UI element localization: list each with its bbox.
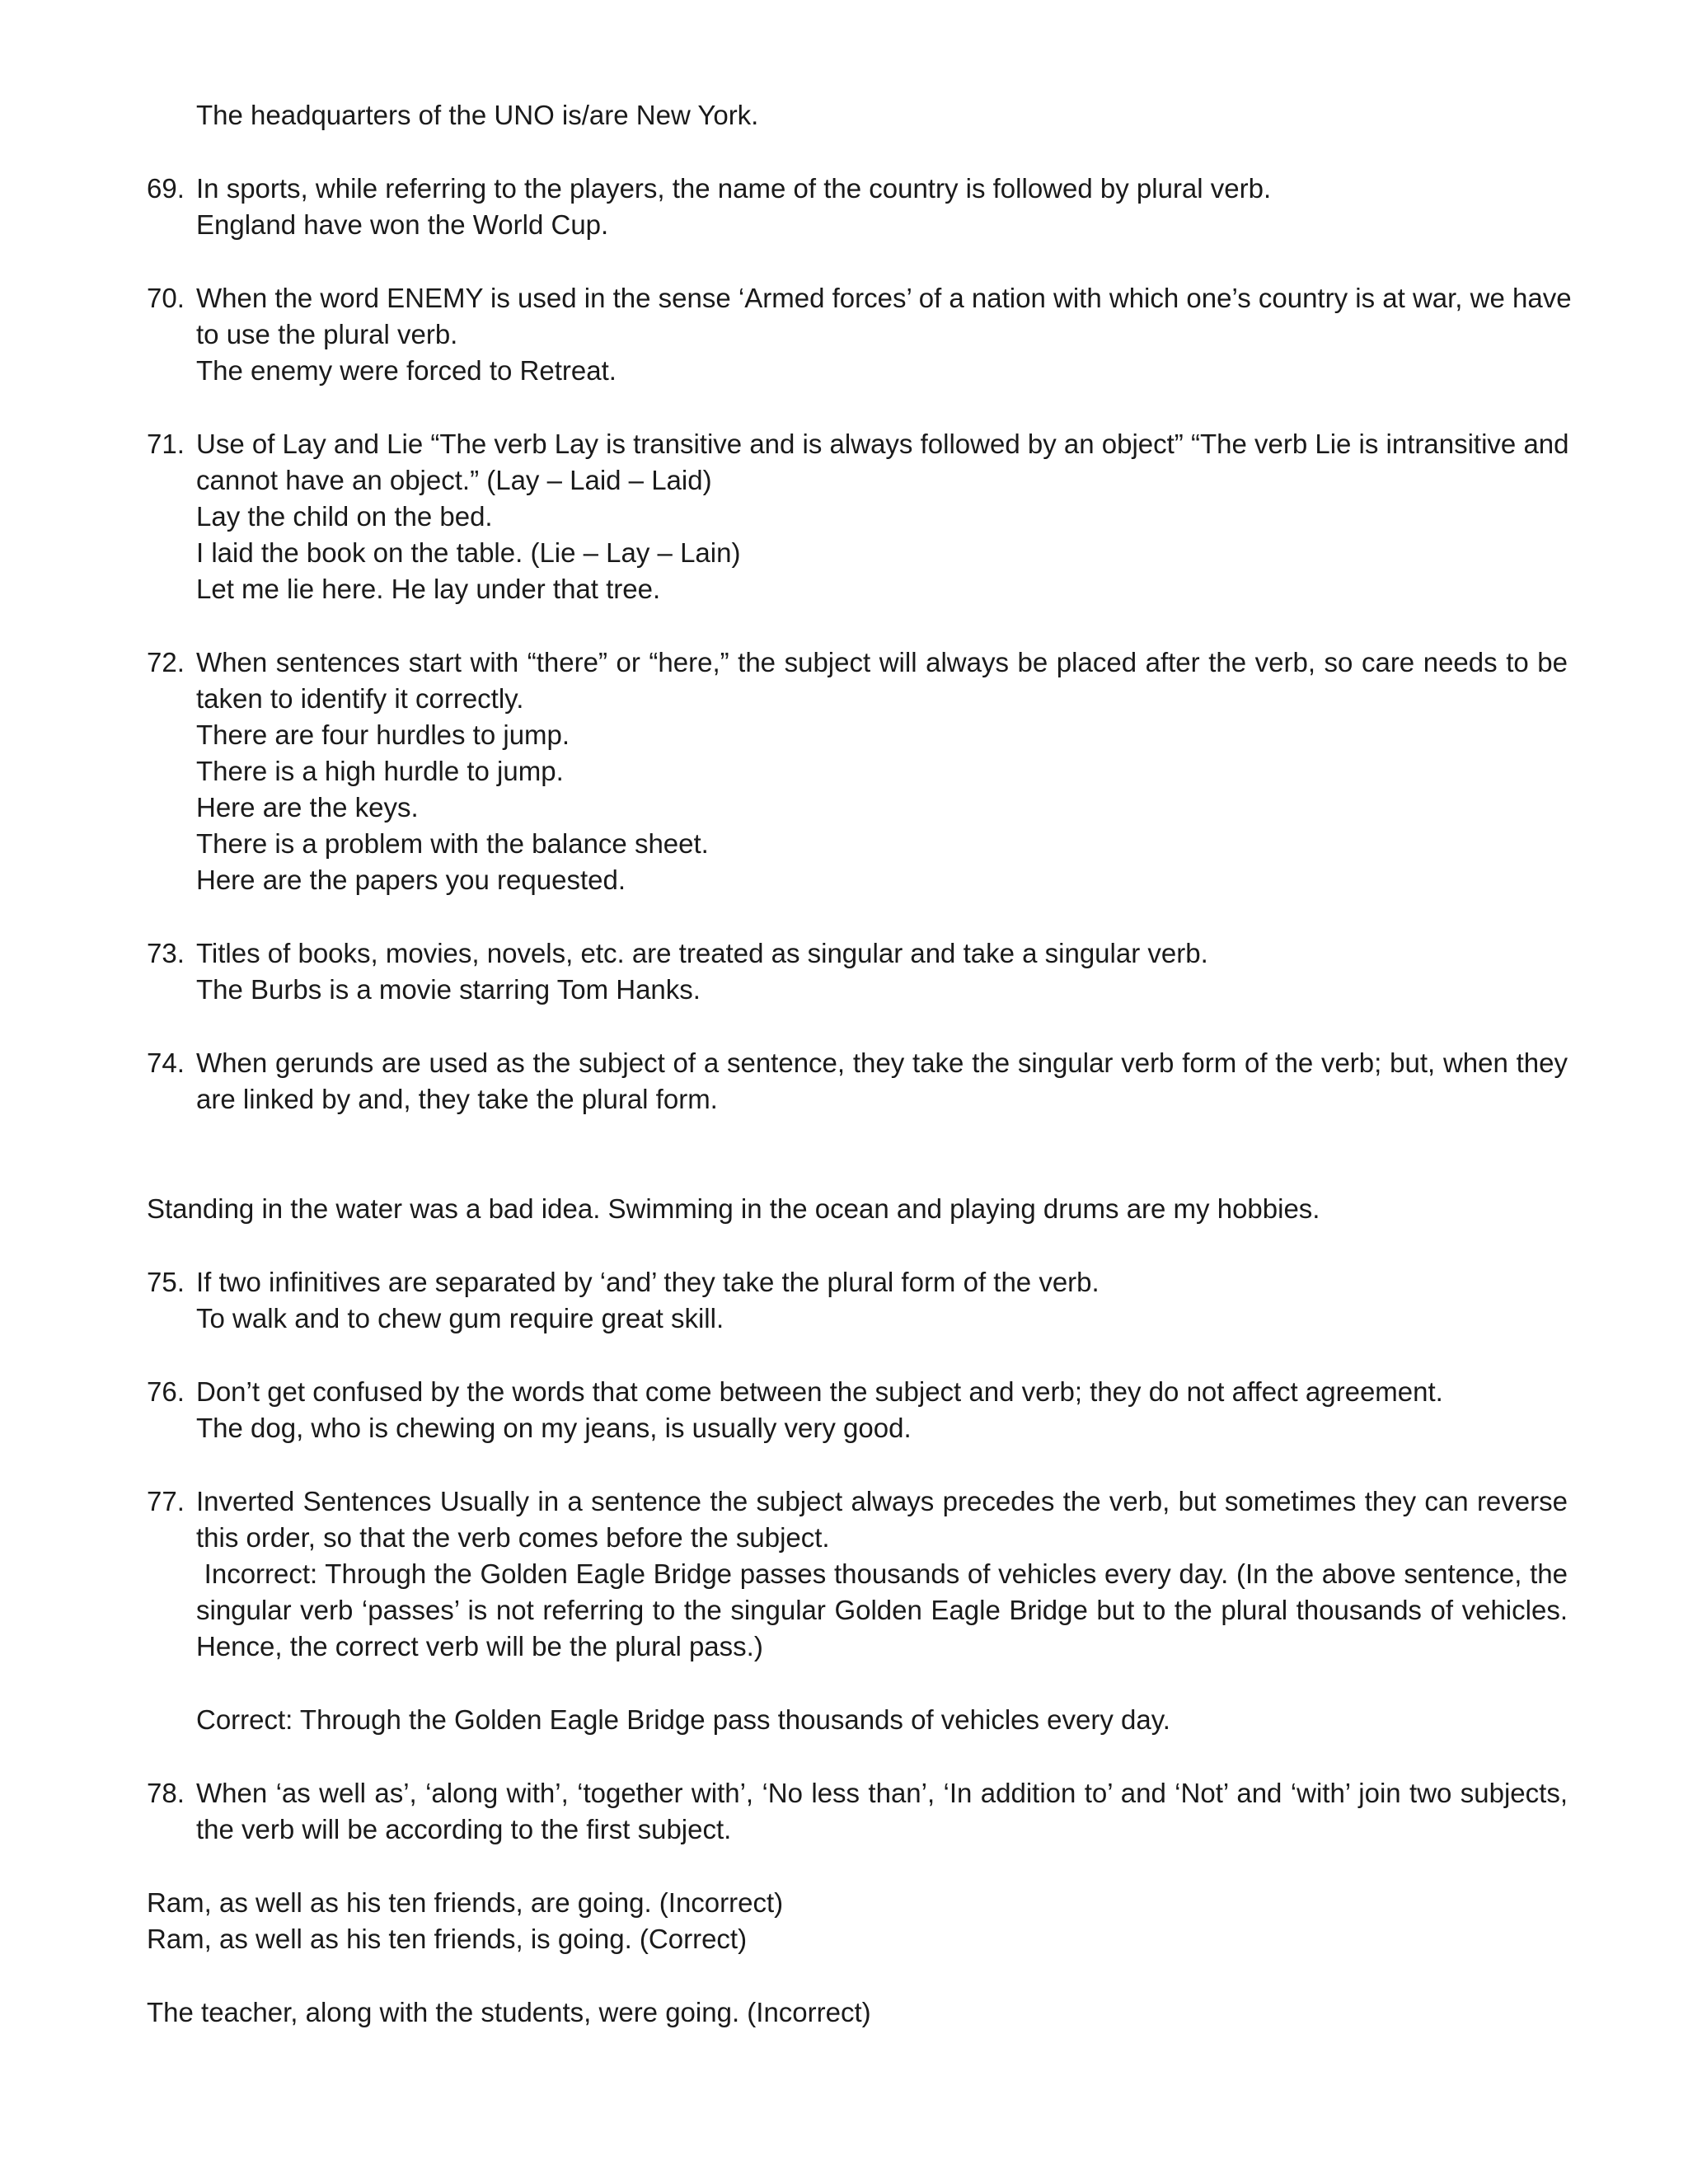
item-number: 73. xyxy=(147,938,185,968)
rule-text: In sports, while referring to the players, the name of the country is followed by plural verb. xyxy=(196,173,1272,204)
rule-text: taken to identify it correctly. xyxy=(196,683,524,714)
rule-text: When ‘as well as’, ‘along with’, ‘together with’, ‘No less than’, ‘In addition to’ and ‘Not’ and ‘with’ join two subjects, xyxy=(196,1778,1568,1808)
rule-text: If two infinitives are separated by ‘and’ they take the plural form of the verb. xyxy=(196,1267,1100,1297)
rule-text: cannot have an object.” (Lay – Laid – Laid) xyxy=(196,465,712,495)
example-text: Here are the papers you requested. xyxy=(196,865,626,895)
rule-text: this order, so that the verb comes before the subject. xyxy=(196,1522,830,1553)
example-text: To walk and to chew gum require great skill. xyxy=(196,1303,724,1333)
example-text: The teacher, along with the students, were going. (Incorrect) xyxy=(147,1997,871,2027)
item-number: 76. xyxy=(147,1376,185,1407)
rule-text: Titles of books, movies, novels, etc. are treated as singular and take a singular verb. xyxy=(196,938,1208,968)
item-number: 71. xyxy=(147,429,185,459)
example-text: The dog, who is chewing on my jeans, is usually very good. xyxy=(196,1413,912,1443)
rule-text: When the word ENEMY is used in the sense ‘Armed forces’ of a nation with which one’s country is at war, we have xyxy=(196,283,1572,313)
item-number: 74. xyxy=(147,1047,185,1078)
example-text: Ram, as well as his ten friends, are going. (Incorrect) xyxy=(147,1887,784,1918)
item-number: 70. xyxy=(147,283,185,313)
example-text: There is a high hurdle to jump. xyxy=(196,756,564,786)
example-text: Let me lie here. He lay under that tree. xyxy=(196,574,661,604)
rule-text: Inverted Sentences Usually in a sentence the subject always precedes the verb, but sometimes they can reverse xyxy=(196,1486,1568,1516)
rule-text: to use the plural verb. xyxy=(196,319,458,349)
rule-text: Don’t get confused by the words that come between the subject and verb; they do not affect agreement. xyxy=(196,1376,1443,1407)
example-text: Correct: Through the Golden Eagle Bridge pass thousands of vehicles every day. xyxy=(196,1704,1170,1735)
rule-text: the verb will be according to the first subject. xyxy=(196,1814,732,1844)
example-text: England have won the World Cup. xyxy=(196,209,609,240)
example-text: There are four hurdles to jump. xyxy=(196,719,570,750)
example-text: Lay the child on the bed. xyxy=(196,501,493,532)
example-text: Ram, as well as his ten friends, is going. (Correct) xyxy=(147,1924,748,1954)
rule-text: When sentences start with “there” or “here,” the subject will always be placed after the verb, so care needs to be xyxy=(196,647,1568,677)
example-text: The enemy were forced to Retreat. xyxy=(196,355,617,386)
example-text: Here are the keys. xyxy=(196,792,419,823)
rule-text: Use of Lay and Lie “The verb Lay is transitive and is always followed by an object” “The verb Lie is intransitive and xyxy=(196,429,1569,459)
rule-text: When gerunds are used as the subject of a sentence, they take the singular verb form of the verb; but, when they xyxy=(196,1047,1568,1078)
example-text: I laid the book on the table. (Lie – Lay – Lain) xyxy=(196,537,741,568)
example-text: The headquarters of the UNO is/are New York. xyxy=(196,100,759,130)
item-number: 69. xyxy=(147,173,185,204)
example-text: Standing in the water was a bad idea. Swimming in the ocean and playing drums are my hobbies. xyxy=(147,1193,1320,1224)
item-number: 72. xyxy=(147,647,185,677)
example-text: Hence, the correct verb will be the plural pass.) xyxy=(196,1631,763,1661)
item-number: 78. xyxy=(147,1778,185,1808)
item-number: 75. xyxy=(147,1267,185,1297)
item-number: 77. xyxy=(147,1486,185,1516)
example-text: The Burbs is a movie starring Tom Hanks. xyxy=(196,974,701,1005)
example-text: There is a problem with the balance sheet. xyxy=(196,828,709,859)
rule-text: are linked by and, they take the plural form. xyxy=(196,1084,718,1114)
example-text: Incorrect: Through the Golden Eagle Bridge passes thousands of vehicles every day. (In the above sentence, the xyxy=(196,1558,1568,1589)
example-text: singular verb ‘passes’ is not referring to the singular Golden Eagle Bridge but to the plural thousands of vehicles. xyxy=(196,1595,1568,1625)
